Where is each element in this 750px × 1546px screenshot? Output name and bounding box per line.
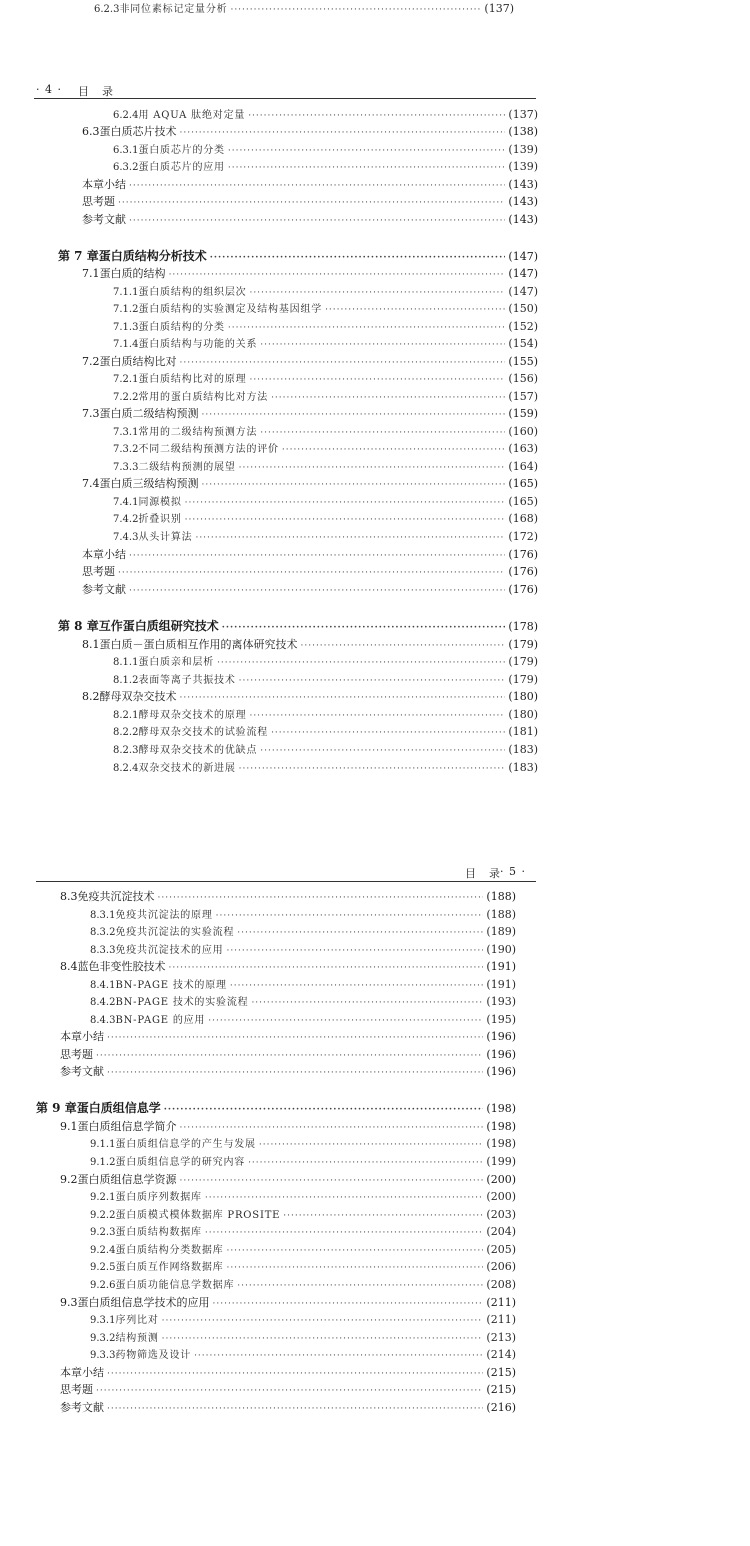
- entry-page-number: (211): [486, 1313, 516, 1326]
- entry-number: 7.4.2: [113, 514, 139, 525]
- section-entry[interactable]: [82, 265, 538, 282]
- entry-page-number: (188): [486, 908, 516, 921]
- dot-leader: [118, 195, 505, 212]
- entry-title: 蛋白质结构分类数据库: [115, 1245, 224, 1256]
- entry-title: 蛋白质功能信息学数据库: [115, 1280, 235, 1291]
- subsection-entry[interactable]: [90, 1206, 516, 1223]
- dot-leader: [162, 1313, 484, 1330]
- entry-page-number: (154): [508, 337, 538, 350]
- chapter-entry[interactable]: [58, 248, 538, 265]
- header-rule: [36, 881, 536, 882]
- entry-title: 蛋白质结构比对: [99, 355, 177, 368]
- entry-page-number: (214): [486, 1348, 516, 1361]
- entry-title: BN-PAGE 技术的原理: [115, 980, 227, 991]
- subsection-entry[interactable]: [113, 283, 538, 300]
- entry-title: 互作蛋白质组研究技术: [98, 619, 219, 633]
- entry-page-number: (176): [508, 565, 538, 578]
- header-rule: [34, 98, 536, 99]
- subsection-entry[interactable]: [113, 423, 538, 440]
- entry-page-number: (203): [486, 1208, 516, 1221]
- entry-page-number: (138): [508, 125, 538, 138]
- entry-number: 8.4.2: [90, 997, 116, 1008]
- backmatter-entry[interactable]: [60, 1399, 516, 1416]
- dot-leader: [249, 372, 505, 389]
- subsection-entry[interactable]: [90, 993, 516, 1010]
- dot-leader: [237, 925, 483, 942]
- subsection-entry[interactable]: [90, 906, 516, 923]
- entry-page-number: (179): [508, 638, 538, 651]
- entry-title: 蛋白质三级结构预测: [99, 477, 199, 490]
- entry-number: 7.4.3: [113, 532, 139, 543]
- entry-number: 8.4.3: [90, 1015, 116, 1026]
- subsection-entry[interactable]: [90, 1311, 516, 1328]
- subsection-entry[interactable]: [113, 528, 538, 545]
- dot-leader: [271, 725, 505, 742]
- subsection-entry[interactable]: [113, 759, 538, 776]
- entry-title: 酵母双杂交技术: [99, 690, 177, 703]
- entry-title: 蛋白质互作网络数据库: [115, 1262, 224, 1273]
- entry-title: 蛋白质结构的分类: [138, 322, 225, 333]
- entry-title: 蛋白质组信息学资源: [77, 1173, 177, 1186]
- entry-number: 7.2: [82, 355, 100, 368]
- dot-leader: [282, 442, 506, 459]
- dot-leader: [205, 1225, 484, 1242]
- entry-number: 7.1.2: [113, 304, 139, 315]
- entry-number: 9.2.6: [90, 1280, 116, 1291]
- dot-leader: [180, 690, 506, 707]
- subsection-entry[interactable]: [90, 1011, 516, 1028]
- entry-number: 8.2.2: [113, 727, 139, 738]
- section-entry[interactable]: [60, 958, 516, 975]
- page-number: · 4 ·: [36, 83, 62, 96]
- entry-number: 6.2.3: [94, 4, 120, 15]
- entry-page-number: (147): [508, 285, 538, 298]
- subsection-entry[interactable]: [113, 440, 538, 457]
- entry-title: 蛋白质结构数据库: [115, 1227, 202, 1238]
- dot-leader: [194, 1348, 483, 1365]
- dot-leader: [129, 583, 505, 600]
- entry-page-number: (183): [508, 761, 538, 774]
- dot-leader: [107, 1401, 483, 1418]
- entry-page-number: (215): [486, 1366, 516, 1379]
- backmatter-entry[interactable]: [82, 193, 538, 210]
- entry-page-number: (159): [508, 407, 538, 420]
- entry-title: 同源模拟: [138, 497, 182, 508]
- entry-number: 9.2: [60, 1173, 78, 1186]
- entry-page-number: (191): [486, 978, 516, 991]
- entry-title: 蛋白质组信息学的产生与发展: [115, 1139, 256, 1150]
- dot-leader: [230, 2, 481, 19]
- entry-page-number: (168): [508, 512, 538, 525]
- entry-page-number: (178): [508, 620, 538, 633]
- dot-leader: [158, 890, 484, 907]
- entry-page-number: (164): [508, 460, 538, 473]
- entry-number: 7.4: [82, 477, 100, 490]
- entry-page-number: (200): [486, 1190, 516, 1203]
- dot-leader: [185, 512, 506, 529]
- entry-page-number: (150): [508, 302, 538, 315]
- entry-title: 蛋白质－蛋白质相互作用的离体研究技术: [99, 638, 298, 651]
- subsection-entry[interactable]: [113, 723, 538, 740]
- subsection-entry[interactable]: [113, 106, 538, 123]
- dot-leader: [217, 655, 505, 672]
- subsection-entry[interactable]: [90, 1223, 516, 1240]
- entry-title: 结构预测: [115, 1333, 159, 1344]
- dot-leader: [118, 565, 505, 582]
- entry-title: 本章小结: [82, 548, 126, 561]
- entry-title: 蛋白质亲和层析: [138, 657, 215, 668]
- dot-leader: [180, 125, 506, 142]
- entry-page-number: (196): [486, 1030, 516, 1043]
- entry-title: 蛋白质结构比对的原理: [138, 374, 247, 385]
- entry-page-number: (190): [486, 943, 516, 956]
- entry-page-number: (139): [508, 160, 538, 173]
- subsection-entry[interactable]: [113, 510, 538, 527]
- entry-page-number: (193): [486, 995, 516, 1008]
- entry-page-number: (176): [508, 583, 538, 596]
- section-entry[interactable]: [82, 405, 538, 422]
- entry-page-number: (147): [508, 267, 538, 280]
- entry-title: 蛋白质结构分析技术: [98, 249, 207, 263]
- backmatter-entry[interactable]: [60, 1381, 516, 1398]
- entry-page-number: (137): [508, 108, 538, 121]
- entry-page-number: (195): [486, 1013, 516, 1026]
- dot-leader: [164, 1102, 484, 1119]
- entry-number: 8.1.2: [113, 675, 139, 686]
- entry-page-number: (143): [508, 213, 538, 226]
- entry-page-number: (155): [508, 355, 538, 368]
- entry-title: 常用的蛋白质结构比对方法: [138, 392, 269, 403]
- entry-number: 9.3.1: [90, 1315, 116, 1326]
- section-entry[interactable]: [60, 1294, 516, 1311]
- subsection-entry[interactable]: [113, 388, 538, 405]
- dot-leader: [107, 1065, 483, 1082]
- entry-title: 蛋白质结构的组织层次: [138, 287, 247, 298]
- subsection-entry[interactable]: [113, 671, 538, 688]
- section-entry[interactable]: [82, 688, 538, 705]
- section-entry[interactable]: [82, 636, 538, 653]
- backmatter-entry[interactable]: [82, 211, 538, 228]
- entry-number: 9.3.2: [90, 1333, 116, 1344]
- subsection-entry[interactable]: [113, 458, 538, 475]
- dot-leader: [202, 477, 506, 494]
- running-title: 目 录: [465, 867, 501, 880]
- entry-title: 二级结构预测的展望: [138, 462, 236, 473]
- dot-leader: [107, 1030, 483, 1047]
- entry-title: 蛋白质组信息学简介: [77, 1120, 177, 1133]
- entry-title: 蛋白质组信息学技术的应用: [77, 1296, 210, 1309]
- entry-title: 药物筛选及设计: [115, 1350, 192, 1361]
- section-entry[interactable]: [60, 1171, 516, 1188]
- entry-page-number: (165): [508, 477, 538, 490]
- dot-leader: [325, 302, 505, 319]
- entry-page-number: (206): [486, 1260, 516, 1273]
- section-entry[interactable]: [82, 123, 538, 140]
- entry-title: 蛋白质芯片的应用: [138, 162, 225, 173]
- entry-title: 思考题: [60, 1383, 93, 1396]
- entry-title: BN-PAGE 技术的实验流程: [115, 997, 249, 1008]
- entry-title: 不同二级结构预测方法的评价: [138, 444, 279, 455]
- entry-page-number: (205): [486, 1243, 516, 1256]
- entry-title: 参考文献: [82, 213, 126, 226]
- entry-title: 思考题: [82, 195, 115, 208]
- entry-number: 7.3.3: [113, 462, 139, 473]
- entry-title: 蛋白质结构与功能的关系: [138, 339, 258, 350]
- entry-title: 折叠识别: [138, 514, 182, 525]
- entry-page-number: (196): [486, 1065, 516, 1078]
- section-entry[interactable]: [82, 475, 538, 492]
- entry-title: 蓝色非变性胶技术: [77, 960, 166, 973]
- dot-leader: [259, 1137, 484, 1154]
- backmatter-entry[interactable]: [82, 176, 538, 193]
- entry-title: 免疫共沉淀技术的应用: [115, 945, 224, 956]
- entry-title: 酵母双杂交技术的试验流程: [138, 727, 269, 738]
- entry-number: 7.3: [82, 407, 100, 420]
- entry-number: 7.3.1: [113, 427, 139, 438]
- dot-leader: [202, 407, 506, 424]
- section-entry[interactable]: [82, 353, 538, 370]
- entry-number: 7.1.1: [113, 287, 139, 298]
- entry-number: 8.2: [82, 690, 100, 703]
- entry-number: 9.2.2: [90, 1210, 116, 1221]
- subsection-entry[interactable]: [94, 0, 514, 17]
- entry-page-number: (183): [508, 743, 538, 756]
- backmatter-entry[interactable]: [82, 581, 538, 598]
- entry-page-number: (208): [486, 1278, 516, 1291]
- entry-page-number: (211): [486, 1296, 516, 1309]
- entry-page-number: (213): [486, 1331, 516, 1344]
- entry-title: 本章小结: [60, 1030, 104, 1043]
- entry-title: 参考文献: [60, 1401, 104, 1414]
- subsection-entry[interactable]: [113, 370, 538, 387]
- entry-title: 本章小结: [60, 1366, 104, 1379]
- entry-page-number: (156): [508, 372, 538, 385]
- entry-number: 8.2.3: [113, 745, 139, 756]
- entry-number: 6.2.4: [113, 110, 139, 121]
- entry-title: 蛋白质二级结构预测: [99, 407, 199, 420]
- subsection-entry[interactable]: [90, 1276, 516, 1293]
- entry-page-number: (176): [508, 548, 538, 561]
- backmatter-entry[interactable]: [60, 1046, 516, 1063]
- chapter-entry[interactable]: [36, 1100, 516, 1117]
- entry-title: 思考题: [82, 565, 115, 578]
- entry-title: 蛋白质组信息学的研究内容: [115, 1157, 246, 1168]
- dot-leader: [260, 337, 505, 354]
- dot-leader: [169, 960, 484, 977]
- section-entry[interactable]: [60, 1118, 516, 1135]
- section-entry[interactable]: [60, 888, 516, 905]
- subsection-entry[interactable]: [90, 1258, 516, 1275]
- entry-number: 8.2.4: [113, 763, 139, 774]
- entry-page-number: (147): [508, 250, 538, 263]
- backmatter-entry[interactable]: [82, 546, 538, 563]
- dot-leader: [228, 160, 506, 177]
- entry-title: 蛋白质的结构: [99, 267, 166, 280]
- entry-number: 6.3.1: [113, 145, 139, 156]
- subsection-entry[interactable]: [90, 1329, 516, 1346]
- dot-leader: [96, 1383, 483, 1400]
- entry-page-number: (181): [508, 725, 538, 738]
- subsection-entry[interactable]: [90, 1188, 516, 1205]
- entry-title: 酵母双杂交技术的优缺点: [138, 745, 258, 756]
- entry-number: 9.2.5: [90, 1262, 116, 1273]
- page-number: · 5 ·: [500, 865, 526, 878]
- entry-title: 序列比对: [115, 1315, 159, 1326]
- entry-number: 8.3.2: [90, 927, 116, 938]
- entry-page-number: (215): [486, 1383, 516, 1396]
- entry-title: 蛋白质模式模体数据库 PROSITE: [115, 1210, 281, 1221]
- running-title: 目 录: [78, 85, 114, 98]
- entry-number: 8.1: [82, 638, 100, 651]
- entry-page-number: (143): [508, 178, 538, 191]
- subsection-entry[interactable]: [90, 1153, 516, 1170]
- entry-number: 第 7 章: [58, 249, 99, 263]
- entry-title: 蛋白质序列数据库: [115, 1192, 202, 1203]
- subsection-entry[interactable]: [113, 706, 538, 723]
- entry-title: BN-PAGE 的应用: [115, 1015, 206, 1026]
- dot-leader: [129, 213, 505, 230]
- dot-leader: [251, 995, 483, 1012]
- backmatter-entry[interactable]: [82, 563, 538, 580]
- entry-title: 免疫共沉淀技术: [77, 890, 155, 903]
- entry-page-number: (137): [484, 2, 514, 15]
- entry-title: 用 AQUA 肽绝对定量: [138, 110, 246, 121]
- entry-title: 蛋白质组信息学: [76, 1101, 161, 1115]
- entry-title: 表面等离子共振技术: [138, 675, 236, 686]
- entry-page-number: (216): [486, 1401, 516, 1414]
- entry-number: 8.3.3: [90, 945, 116, 956]
- entry-page-number: (180): [508, 690, 538, 703]
- backmatter-entry[interactable]: [60, 1063, 516, 1080]
- entry-title: 常用的二级结构预测方法: [138, 427, 258, 438]
- entry-title: 免疫共沉淀法的原理: [115, 910, 213, 921]
- subsection-entry[interactable]: [113, 653, 538, 670]
- entry-number: 9.2.3: [90, 1227, 116, 1238]
- entry-number: 8.2.1: [113, 710, 139, 721]
- entry-number: 9.2.4: [90, 1245, 116, 1256]
- entry-page-number: (163): [508, 442, 538, 455]
- entry-title: 双杂交技术的新进展: [138, 763, 236, 774]
- entry-number: 8.3.1: [90, 910, 116, 921]
- backmatter-entry[interactable]: [60, 1364, 516, 1381]
- entry-page-number: (165): [508, 495, 538, 508]
- entry-page-number: (199): [486, 1155, 516, 1168]
- entry-number: 7.3.2: [113, 444, 139, 455]
- dot-leader: [205, 1190, 484, 1207]
- entry-number: 9.1: [60, 1120, 78, 1133]
- entry-page-number: (157): [508, 390, 538, 403]
- chapter-entry[interactable]: [58, 618, 538, 635]
- entry-page-number: (200): [486, 1173, 516, 1186]
- dot-leader: [239, 761, 506, 778]
- entry-number: 6.3.2: [113, 162, 139, 173]
- dot-leader: [237, 1278, 483, 1295]
- entry-number: 6.3: [82, 125, 100, 138]
- entry-title: 免疫共沉淀法的实验流程: [115, 927, 235, 938]
- entry-number: 7.4.1: [113, 497, 139, 508]
- entry-number: 7.2.2: [113, 392, 139, 403]
- entry-title: 思考题: [60, 1048, 93, 1061]
- entry-number: 7.1: [82, 267, 100, 280]
- dot-leader: [222, 620, 506, 637]
- entry-number: 9.1.2: [90, 1157, 116, 1168]
- entry-number: 8.4: [60, 960, 78, 973]
- entry-page-number: (198): [486, 1120, 516, 1133]
- entry-number: 7.1.3: [113, 322, 139, 333]
- entry-number: 9.1.1: [90, 1139, 116, 1150]
- entry-page-number: (196): [486, 1048, 516, 1061]
- dot-leader: [195, 530, 505, 547]
- subsection-entry[interactable]: [90, 1241, 516, 1258]
- subsection-entry[interactable]: [113, 300, 538, 317]
- subsection-entry[interactable]: [90, 976, 516, 993]
- entry-title: 蛋白质芯片技术: [99, 125, 177, 138]
- entry-number: 8.3: [60, 890, 78, 903]
- subsection-entry[interactable]: [113, 141, 538, 158]
- entry-title: 蛋白质芯片的分类: [138, 145, 225, 156]
- subsection-entry[interactable]: [113, 318, 538, 335]
- entry-number: 8.1.1: [113, 657, 139, 668]
- subsection-entry[interactable]: [90, 923, 516, 940]
- subsection-entry[interactable]: [113, 493, 538, 510]
- entry-page-number: (143): [508, 195, 538, 208]
- entry-number: 第 9 章: [36, 1101, 77, 1115]
- subsection-entry[interactable]: [113, 158, 538, 175]
- entry-title: 蛋白质结构的实验测定及结构基因组学: [138, 304, 323, 315]
- entry-page-number: (160): [508, 425, 538, 438]
- dot-leader: [248, 1155, 483, 1172]
- entry-title: 非同位素标记定量分析: [119, 4, 228, 15]
- subsection-entry[interactable]: [113, 741, 538, 758]
- entry-number: 7.2.1: [113, 374, 139, 385]
- entry-title: 本章小结: [82, 178, 126, 191]
- dot-leader: [226, 1260, 483, 1277]
- backmatter-entry[interactable]: [60, 1028, 516, 1045]
- entry-title: 酵母双杂交技术的原理: [138, 710, 247, 721]
- entry-page-number: (179): [508, 655, 538, 668]
- entry-title: 参考文献: [82, 583, 126, 596]
- dot-leader: [260, 743, 505, 760]
- entry-page-number: (198): [486, 1102, 516, 1115]
- subsection-entry[interactable]: [90, 1346, 516, 1363]
- entry-title: 参考文献: [60, 1065, 104, 1078]
- entry-number: 9.3.3: [90, 1350, 116, 1361]
- subsection-entry[interactable]: [113, 335, 538, 352]
- dot-leader: [169, 267, 506, 284]
- entry-page-number: (188): [486, 890, 516, 903]
- subsection-entry[interactable]: [90, 941, 516, 958]
- subsection-entry[interactable]: [90, 1135, 516, 1152]
- entry-number: 7.1.4: [113, 339, 139, 350]
- entry-number: 9.2.1: [90, 1192, 116, 1203]
- entry-number: 9.3: [60, 1296, 78, 1309]
- entry-page-number: (189): [486, 925, 516, 938]
- entry-page-number: (204): [486, 1225, 516, 1238]
- entry-page-number: (179): [508, 673, 538, 686]
- entry-page-number: (191): [486, 960, 516, 973]
- entry-page-number: (180): [508, 708, 538, 721]
- entry-page-number: (152): [508, 320, 538, 333]
- entry-page-number: (139): [508, 143, 538, 156]
- entry-page-number: (172): [508, 530, 538, 543]
- entry-title: 从头计算法: [138, 532, 193, 543]
- entry-number: 8.4.1: [90, 980, 116, 991]
- entry-number: 第 8 章: [58, 619, 99, 633]
- entry-page-number: (198): [486, 1137, 516, 1150]
